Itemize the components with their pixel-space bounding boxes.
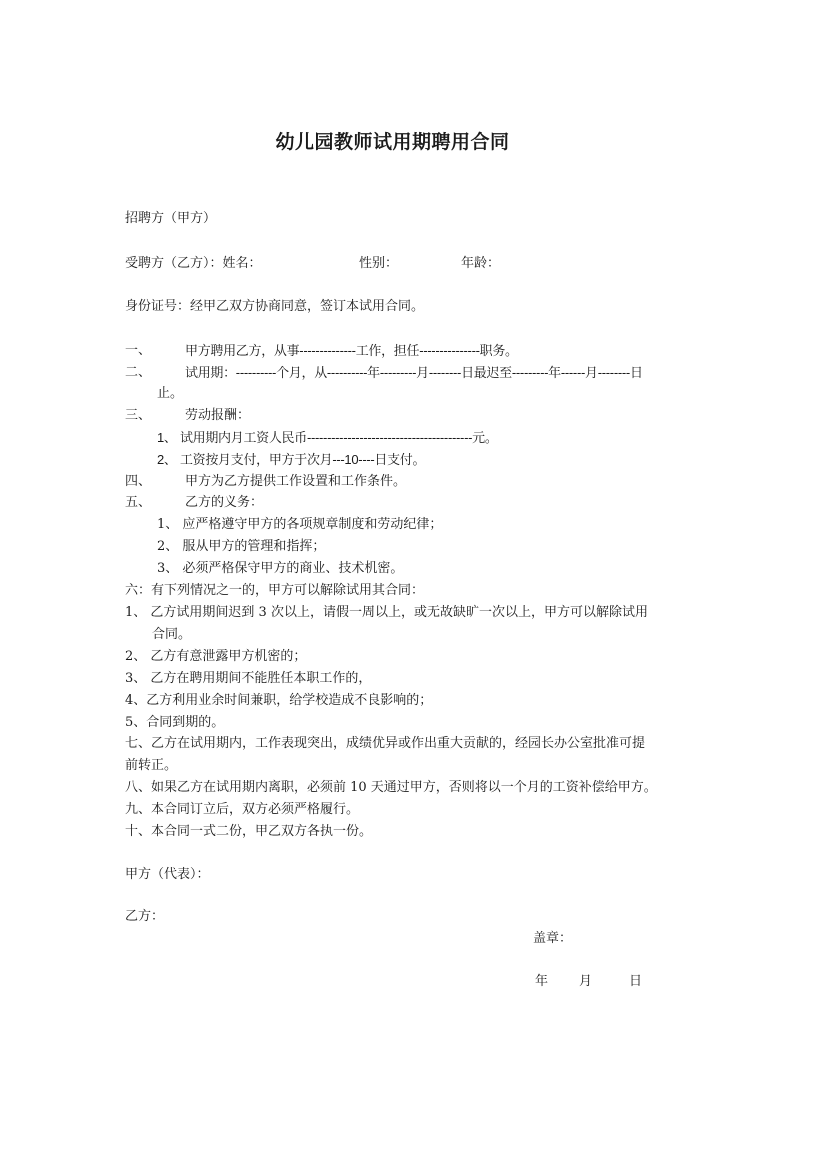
clause-4-number: 四、 xyxy=(125,474,152,489)
clause-5-item-1: 1、 应严格遵守甲方的各项规章制度和劳动纪律； xyxy=(157,517,443,532)
clause-10-text: 十、本合同一式二份，甲乙双方各执一份。 xyxy=(125,824,373,839)
clause-6-item-1-continuation: 合同。 xyxy=(152,627,192,642)
clause-1-number: 一、 xyxy=(125,343,152,358)
clause-3-item-1: 1、 试用期内月工资人民币-----------------------------------------元。 xyxy=(157,430,498,445)
id-number-line: 身份证号：经甲乙双方协商同意，签订本试用合同。 xyxy=(125,299,425,314)
clause-5-item-3: 3、 必须严格保守甲方的商业、技术机密。 xyxy=(157,561,404,576)
clause-2-continuation: 止。 xyxy=(157,386,184,401)
clause-6-item-3: 3、 乙方在聘用期间不能胜任本职工作的， xyxy=(125,671,372,686)
clause-6-text: 六：有下列情况之一的，甲方可以解除试用其合同： xyxy=(125,583,425,598)
clause-5-number: 五、 xyxy=(125,495,152,510)
clause-1-text: 甲方聘用乙方，从事--------------工作，担任---------------职务。 xyxy=(185,343,518,358)
gender-label: 性别： xyxy=(359,256,399,271)
clause-9-text: 九、本合同订立后，双方必须严格履行。 xyxy=(125,802,360,817)
clause-6-item-1: 1、 乙方试用期间迟到 3 次以上，请假一周以上，或无故缺旷一次以上，甲方可以解除试用 xyxy=(125,605,648,620)
clause-7-text: 七、乙方在试用期内，工作表现突出，成绩优异或作出重大贡献的，经园长办公室批准可提 xyxy=(125,736,646,751)
clause-7-continuation: 前转正。 xyxy=(125,758,178,773)
employer-line: 招聘方（甲方） xyxy=(125,211,217,226)
clause-6-item-5: 5、合同到期的。 xyxy=(125,715,225,730)
clause-3-item-2: 2、 工资按月支付，甲方于次月---10----日支付。 xyxy=(157,452,426,467)
date-year-label: 年 xyxy=(535,974,549,989)
clause-3-text: 劳动报酬： xyxy=(185,408,251,423)
document-title: 幼儿园教师试用期聘用合同 xyxy=(275,131,510,153)
clause-4-text: 甲方为乙方提供工作设置和工作条件。 xyxy=(185,474,407,489)
clause-3-number: 三、 xyxy=(125,408,152,423)
age-label: 年龄： xyxy=(461,256,501,271)
clause-5-item-2: 2、 服从甲方的管理和指挥； xyxy=(157,539,326,554)
seal-label: 盖章： xyxy=(533,931,573,946)
date-month-label: 月 xyxy=(579,974,593,989)
clause-6-item-2: 2、 乙方有意泄露甲方机密的； xyxy=(125,649,307,664)
clause-8-text: 八、如果乙方在试用期内离职，必须前 10 天通过甲方，否则将以一个月的工资补偿给甲方。 xyxy=(125,780,657,795)
party-b-signature-label: 乙方： xyxy=(125,909,165,924)
employee-name-label: 受聘方（乙方）：姓名： xyxy=(125,256,262,271)
clause-2-number: 二、 xyxy=(125,365,152,380)
clause-5-text: 乙方的义务： xyxy=(185,495,264,510)
date-day-label: 日 xyxy=(629,974,643,989)
clause-2-text: 试用期：----------个月，从----------年---------月--------日最迟至---------年------月--------日 xyxy=(185,365,643,380)
party-a-signature-label: 甲方（代表）： xyxy=(125,867,210,882)
clause-6-item-4: 4、乙方利用业余时间兼职，给学校造成不良影响的； xyxy=(125,693,433,708)
